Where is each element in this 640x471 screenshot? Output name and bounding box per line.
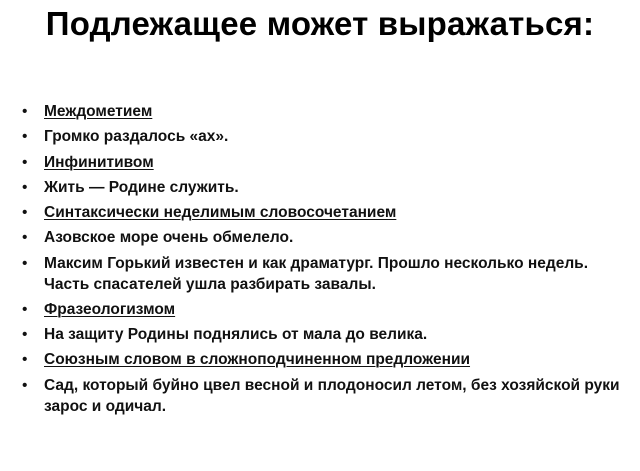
bullet-icon: • (22, 326, 28, 344)
list-item-text: Союзным словом в сложноподчиненном предложении (44, 351, 471, 369)
bullet-list (22, 102, 622, 422)
list-item-text: Жить — Родине служить. (44, 178, 239, 196)
bullet-icon: • (22, 351, 28, 369)
list-item-text: Громко раздалось «ах». (44, 128, 229, 146)
list-item-text: Азовское море очень обмелело. (44, 229, 294, 247)
list-item-text: Синтаксически неделимым словосочетанием (44, 204, 397, 222)
list-item-example (22, 376, 622, 418)
list-item-example (22, 325, 622, 346)
list-item-example (22, 178, 622, 199)
list-item-heading (22, 102, 622, 123)
list-item-text: Инфинитивом (44, 153, 154, 171)
bullet-icon: • (22, 178, 28, 196)
list-item-example (22, 228, 622, 249)
bullet-icon: • (22, 376, 28, 394)
slide-title: Подлежащее может выражаться: (45, 5, 595, 42)
bullet-icon: • (22, 128, 28, 146)
list-item-heading (22, 203, 622, 224)
list-item-text: Сад, который буйно цвел весной и плодоносил летом, без хозяйской руки зарос и одичал. (44, 376, 620, 415)
bullet-icon: • (22, 153, 28, 171)
list-item-heading (22, 153, 622, 174)
bullet-icon: • (22, 204, 28, 222)
list-item-example (22, 254, 622, 296)
bullet-icon: • (22, 254, 28, 272)
list-item-text: Максим Горький известен и как драматург. Прошло несколько недель. Часть спасателей ушла разбирать завалы. (44, 254, 589, 293)
list-item-text: Фразеологизмом (44, 300, 176, 318)
list-item-heading (22, 350, 622, 371)
bullet-icon: • (22, 300, 28, 318)
list-item-text: Междометием (44, 103, 153, 120)
bullet-icon: • (22, 103, 28, 120)
list-item-example (22, 127, 622, 148)
list-item-heading (22, 300, 622, 321)
bullet-icon: • (22, 229, 28, 247)
list-item-text: На защиту Родины поднялись от мала до велика. (44, 326, 428, 344)
